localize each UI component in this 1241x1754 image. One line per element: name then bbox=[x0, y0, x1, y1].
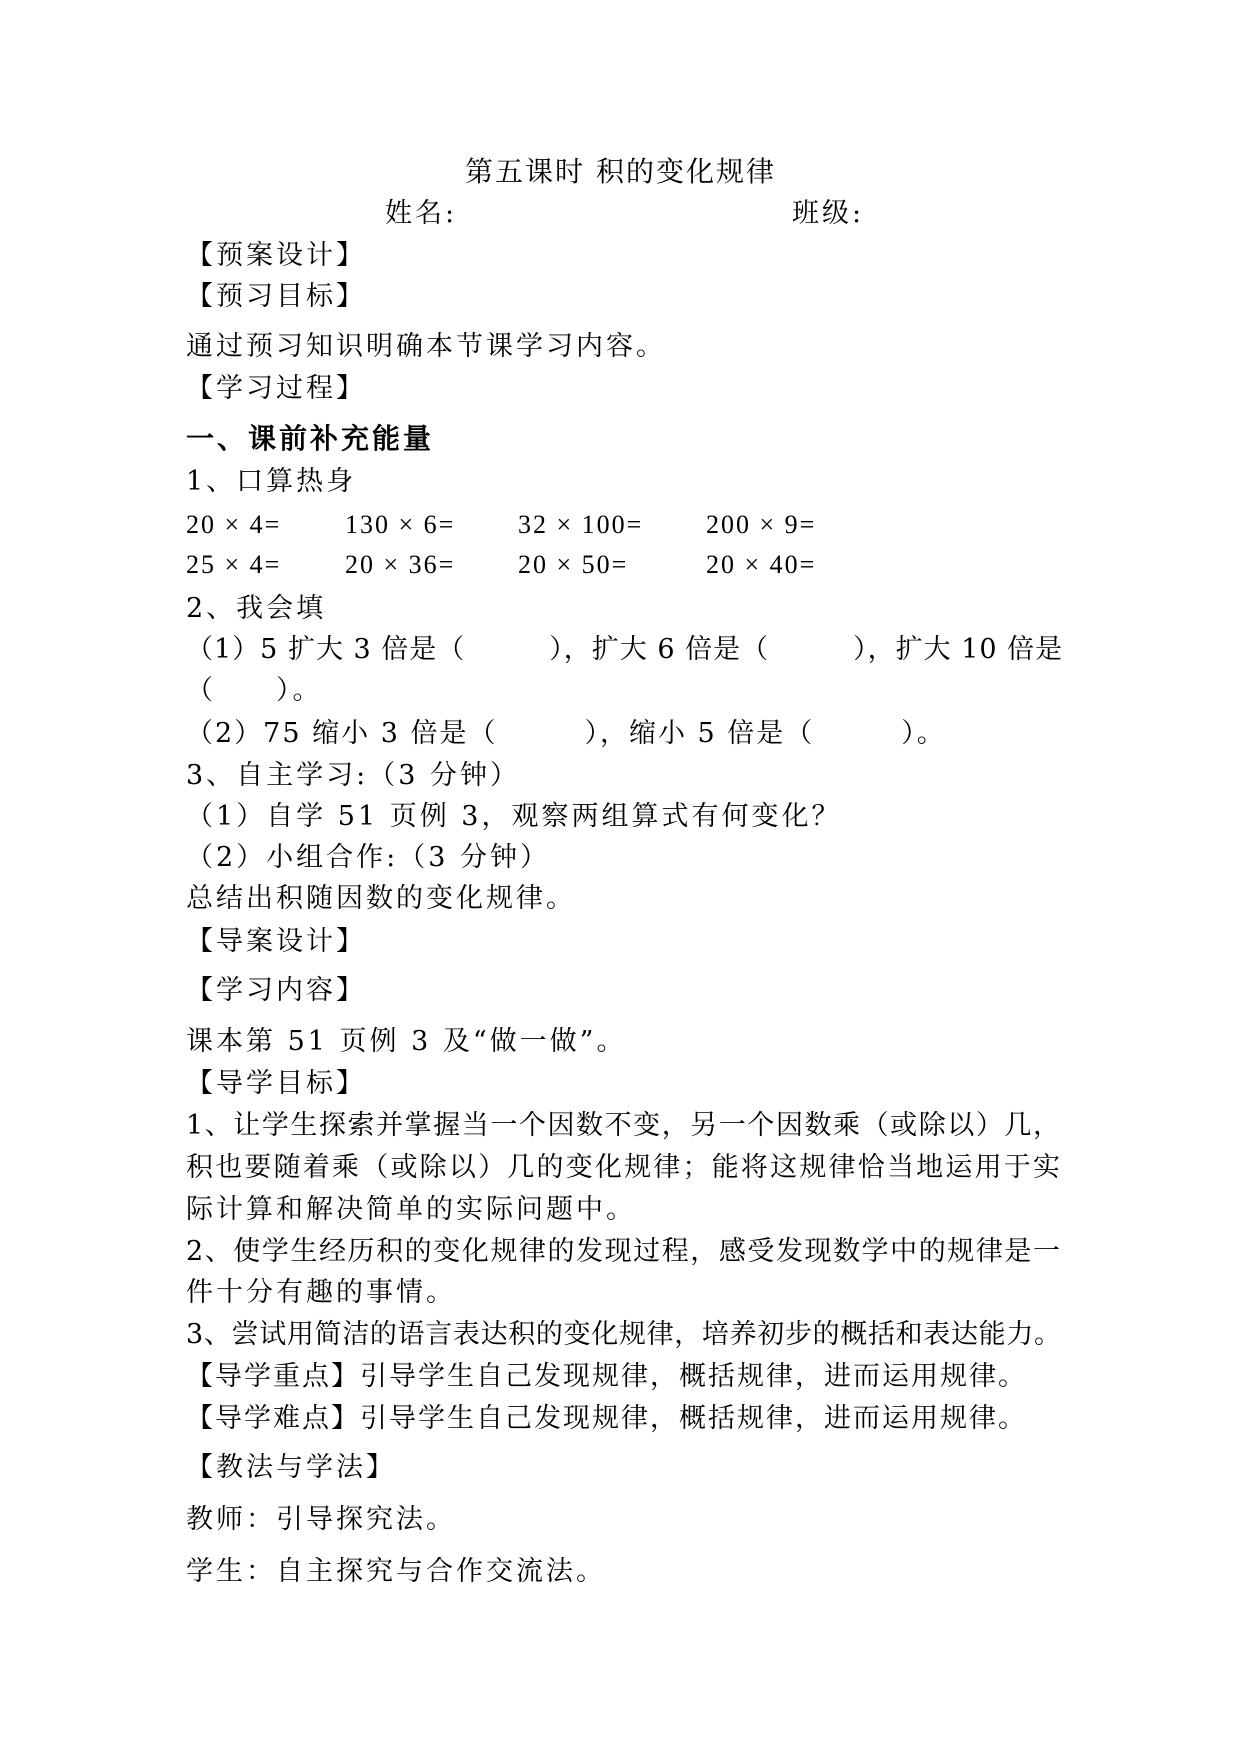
calc-item: 20 × 50= bbox=[518, 550, 629, 579]
goal-1-line-2: 积也要随着乘（或除以）几的变化规律；能将这规律恰当地运用于实 bbox=[186, 1152, 1061, 1183]
heading-preview-goal: 【预习目标】 bbox=[186, 281, 366, 312]
goal-1-line-1: 1、让学生探索并掌握当一个因数不变，另一个因数乘（或除以）几， bbox=[186, 1110, 1061, 1141]
self-study-2: （2）小组合作:（3 分钟） bbox=[186, 842, 551, 873]
calc-item: 130 × 6= bbox=[345, 510, 456, 539]
goal-1-line-3: 际计算和解决简单的实际问题中。 bbox=[186, 1194, 636, 1225]
summary-text: 总结出积随因数的变化规律。 bbox=[186, 883, 576, 914]
goal-3: 3、尝试用简洁的语言表达积的变化规律，培养初步的概括和表达能力。 bbox=[186, 1319, 1061, 1350]
preview-goal-text: 通过预习知识明确本节课学习内容。 bbox=[186, 331, 666, 362]
self-study-1: （1）自学 51 页例 3，观察两组算式有何变化？ bbox=[186, 801, 842, 832]
name-label: 姓名: bbox=[385, 198, 458, 229]
learning-content-text: 课本第 51 页例 3 及“做一做”。 bbox=[186, 1026, 627, 1057]
goal-2-line-2: 件十分有趣的事情。 bbox=[186, 1277, 456, 1308]
heading-guide-goal: 【导学目标】 bbox=[186, 1068, 366, 1099]
heading-preview-design: 【预案设计】 bbox=[186, 240, 366, 271]
heading-learning-process: 【学习过程】 bbox=[186, 373, 366, 404]
class-label: 班级: bbox=[792, 198, 865, 229]
heading-methods: 【教法与学法】 bbox=[186, 1452, 396, 1483]
calc-item: 20 × 36= bbox=[345, 550, 456, 579]
fill-question-2: （2）75 缩小 3 倍是（ ），缩小 5 倍是（ ）。 bbox=[186, 718, 946, 749]
calc-item: 20 × 4= bbox=[186, 510, 282, 539]
item-self-study: 3、自主学习:（3 分钟） bbox=[186, 760, 521, 791]
calc-item: 200 × 9= bbox=[706, 510, 817, 539]
calc-item: 25 × 4= bbox=[186, 550, 282, 579]
section-heading-1: 一、课前补充能量 bbox=[186, 422, 435, 455]
difficult-point: 【导学难点】引导学生自己发现规律，概括规律，进而运用规律。 bbox=[186, 1403, 1027, 1434]
heading-guide-design: 【导案设计】 bbox=[186, 926, 366, 957]
key-point: 【导学重点】引导学生自己发现规律，概括规律，进而运用规律。 bbox=[186, 1361, 1027, 1392]
item-fill-in: 2、我会填 bbox=[186, 593, 327, 624]
calc-item: 20 × 40= bbox=[706, 550, 817, 579]
goal-2-line-1: 2、使学生经历积的变化规律的发现过程，感受发现数学中的规律是一 bbox=[186, 1236, 1061, 1267]
student-method: 学生：自主探究与合作交流法。 bbox=[186, 1556, 606, 1587]
calc-item: 32 × 100= bbox=[518, 510, 644, 539]
page-title: 第五课时 积的变化规律 bbox=[465, 155, 776, 188]
teacher-method: 教师：引导探究法。 bbox=[186, 1504, 456, 1535]
item-mental-math: 1、口算热身 bbox=[186, 466, 357, 497]
fill-question-1-line-2: （ ）。 bbox=[186, 675, 323, 706]
fill-question-1-line-1: （1）5 扩大 3 倍是（ ），扩大 6 倍是（ ），扩大 10 倍是 bbox=[186, 634, 1064, 665]
heading-learning-content: 【学习内容】 bbox=[186, 975, 366, 1006]
